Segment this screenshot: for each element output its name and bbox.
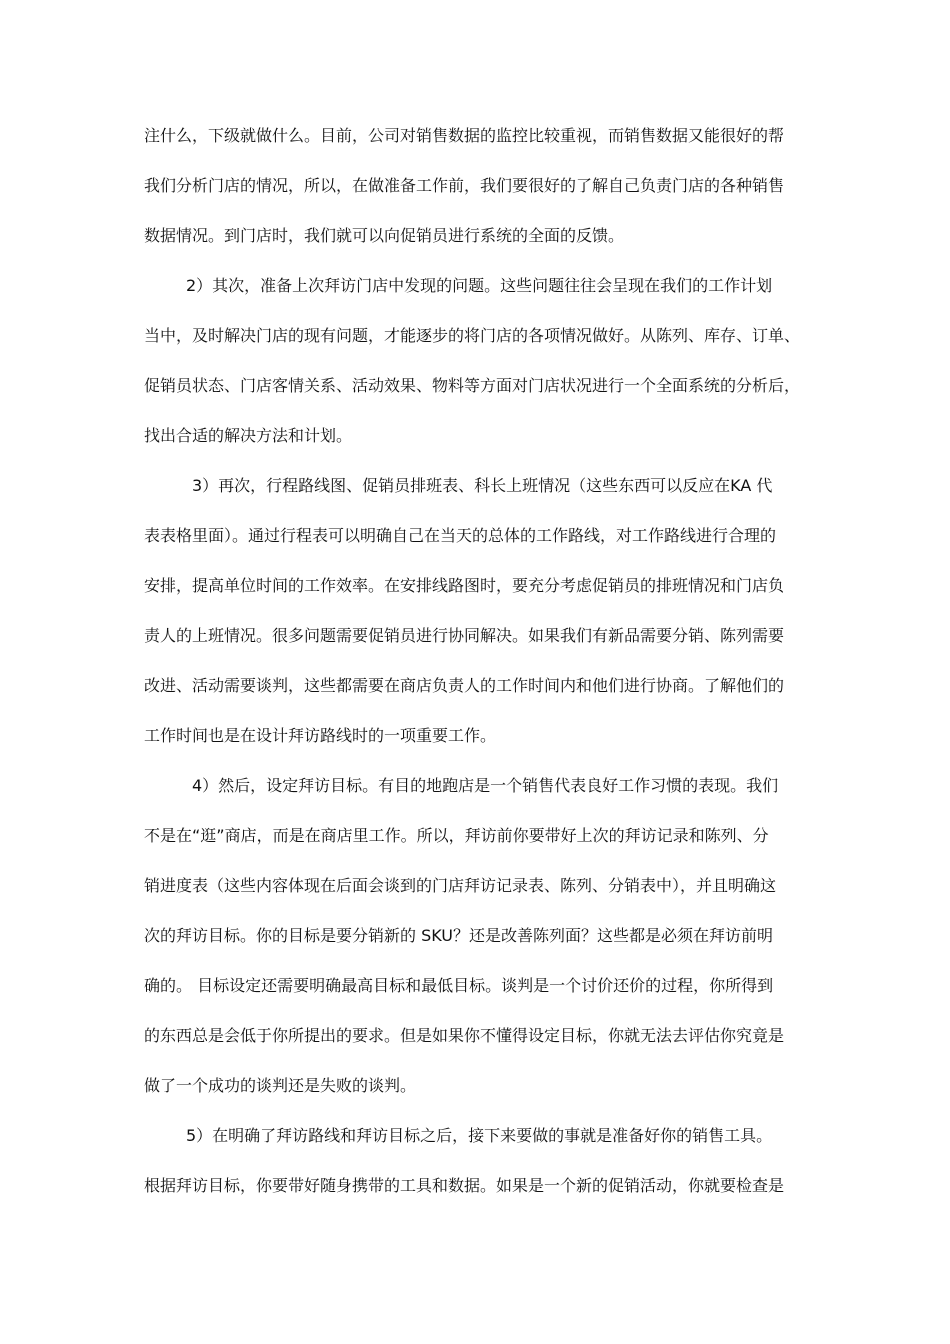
text-line: 责人的上班情况。很多问题需要促销员进行协同解决。如果我们有新品需要分销、陈列需要 [144, 626, 785, 645]
text-line: 确的。 目标设定还需要明确最高目标和最低目标。谈判是一个讨价还价的过程，你所得到 [144, 976, 774, 995]
text-line: 次的拜访目标。你的目标是要分销新的 SKU？还是改善陈列面？这些都是必须在拜访前明 [144, 926, 774, 945]
text-line: 2）其次，准备上次拜访门店中发现的问题。这些问题往往会呈现在我们的工作计划 [186, 276, 773, 295]
text-line: 当中，及时解决门店的现有问题，才能逐步的将门店的各项情况做好。从陈列、库存、订单、 [144, 326, 801, 345]
text-line: 3）再次，行程路线图、促销员排班表、科长上班情况（这些东西可以反应在KA 代 [192, 476, 773, 495]
text-line: 我们分析门店的情况，所以，在做准备工作前，我们要很好的了解自己负责门店的各种销售 [144, 176, 785, 195]
text-line: 根据拜访目标，你要带好随身携带的工具和数据。如果是一个新的促销活动，你就要检查是 [144, 1176, 785, 1195]
text-line: 改进、活动需要谈判，这些都需要在商店负责人的工作时间内和他们进行协商。了解他们的 [144, 676, 785, 695]
text-line: 注什么，下级就做什么。目前，公司对销售数据的监控比较重视，而销售数据又能很好的帮 [144, 126, 785, 145]
text-line: 工作时间也是在设计拜访路线时的一项重要工作。 [144, 726, 497, 745]
text-line: 表表格里面）。通过行程表可以明确自己在当天的总体的工作路线，对工作路线进行合理的 [144, 526, 777, 545]
text-line: 促销员状态、门店客情关系、活动效果、物料等方面对门店状况进行一个全面系统的分析后， [144, 376, 801, 395]
text-line: 销进度表（这些内容体现在后面会谈到的门店拜访记录表、陈列、分销表中），并且明确这 [144, 876, 777, 895]
text-line: 5）在明确了拜访路线和拜访目标之后，接下来要做的事就是准备好你的销售工具。 [186, 1126, 773, 1145]
text-line: 数据情况。到门店时，我们就可以向促销员进行系统的全面的反馈。 [144, 226, 625, 245]
text-line: 不是在“逛”商店，而是在商店里工作。所以，拜访前你要带好上次的拜访记录和陈列、分 [144, 826, 769, 845]
text-line: 的东西总是会低于你所提出的要求。但是如果你不懂得设定目标，你就无法去评估你究竟是 [144, 1026, 785, 1045]
text-line: 安排，提高单位时间的工作效率。在安排线路图时，要充分考虑促销员的排班情况和门店负 [144, 576, 785, 595]
text-line: 4）然后，设定拜访目标。有目的地跑店是一个销售代表良好工作习惯的表现。我们 [192, 776, 779, 795]
text-line: 做了一个成功的谈判还是失败的谈判。 [144, 1076, 417, 1095]
text-line: 找出合适的解决方法和计划。 [144, 426, 353, 445]
